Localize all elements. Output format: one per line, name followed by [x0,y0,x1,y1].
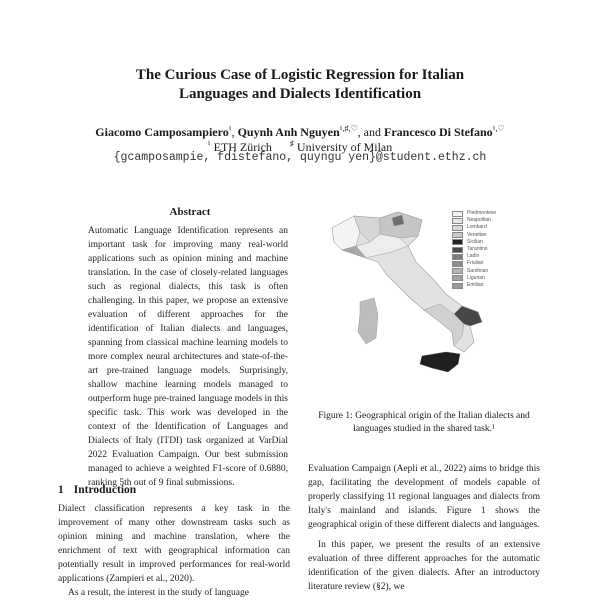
legend-label: Ligurian [467,274,485,281]
map-legend [452,210,496,289]
legend-item [452,210,496,217]
legend-label: Friulian [467,260,484,267]
title-line-2: Languages and Dialects Identification [178,86,422,102]
affil-2-mark: ♯ [289,139,294,148]
right-column-text [308,462,540,594]
legend-swatch [452,261,463,267]
affil-1-mark: ♮ [207,139,211,148]
abstract-heading: Abstract [169,206,211,218]
author-3-marks: ♮,♡ [492,124,505,133]
author-1-marks: ♮ [228,124,232,133]
legend-swatch [452,218,463,224]
legend-label: Lombard [467,224,487,231]
legend-swatch [452,239,463,245]
legend-swatch [452,225,463,231]
legend-label: Sardinian [467,267,489,274]
affil-1: ETH Zürich [213,140,272,154]
legend-swatch [452,283,463,289]
italy-map-svg [314,206,538,406]
legend-swatch [452,211,463,217]
legend-item [452,246,496,253]
legend-item [452,260,496,267]
legend-item [452,217,496,224]
legend-item [452,282,496,289]
legend-item [452,232,496,239]
introduction-text [58,502,290,600]
introduction-title: Introduction [73,484,137,496]
legend-label: Sicilian [467,238,483,245]
title-line-1: The Curious Case of Logistic Regression for Italian [135,67,465,83]
legend-item [452,239,496,246]
legend-swatch [452,254,463,260]
abstract-text: Automatic Language Identification represents an important task for improving many real-world applications such as opinion mining and machine translation. In the case of closely-related languages such as regional dialects, this task is often challenging. In this paper, we propose an extensive evaluation of different approaches for the identification of Italian dialects and languages, spanning from classical machine learning models to more complex neural architectures and state-of-the-art pre-trained language models. Surprisingly, shallow machine learning models managed to outperform huge pre-trained language models in this specific task. This work was developed in the context of the Identification of Languages and Dialects of Italy (ITDI) task organized at VarDial 2022 Evaluation Campaign. Our best submission managed to achieve a weighted F1-score of 0.6880, ranking 5th out of 9 final submissions. [88,226,288,488]
author-3: Francesco Di Stefano [384,125,493,139]
legend-swatch [452,268,463,274]
region-sicilian [420,352,460,372]
affil-2: University of Milan [296,140,393,154]
author-and: and [363,125,381,139]
legend-item [452,253,496,260]
legend-item [452,268,496,275]
legend-swatch [452,232,463,238]
author-1: Giacomo Camposampiero [95,125,229,139]
introduction-heading [58,484,136,496]
author-2-marks: ♮,♯,♡ [339,124,358,133]
paper-title [0,66,600,104]
right-paragraph-1: Evaluation Campaign (Aepli et al., 2022) aims to bridge this gap, facilitating the development of models capable of properly classifying 11 regional languages and dialects from Italy's mainland and islands. Figure 1 shows the geographical origin of these different dialects and languages. [308,464,540,530]
italy-dialect-map [314,206,538,406]
legend-item [452,224,496,231]
legend-item [452,275,496,282]
figure-caption: Figure 1: Geographical origin of the Italian dialects and languages studied in the shared task.¹ [318,411,530,434]
legend-label: Venetian [467,231,487,238]
legend-label: Tarantino [467,246,488,253]
introduction-number: 1 [58,484,64,496]
author-emails: {gcamposampie, fdistefano, quyngu yen}@student.ethz.ch [113,151,487,164]
right-paragraph-2: In this paper, we present the results of an extensive evaluation of three different approaches for the automatic identification of the given dialects. After an introductory literature review (§2), we [308,540,540,592]
legend-label: Emilian [467,282,484,289]
legend-swatch [452,247,463,253]
intro-paragraph-2: As a result, the interest in the study of language [68,588,249,598]
legend-label: Ladin [467,253,480,260]
author-2: Quynh Anh Nguyen [237,125,340,139]
legend-swatch [452,275,463,281]
region-sardinian [358,298,378,344]
author-list: Giacomo Camposampiero♮, Quynh Anh Nguyen♮,♯,♡, and Francesco Di Stefano♮,♡ [95,124,505,139]
intro-paragraph-1: Dialect classification represents a key task in the improvement of many other downstream tasks such as opinion mining and machine translation, where the enrichment of text with geographical information can potentially result in improved performances for real-world applications (Zampieri et al., 2020). [58,504,290,584]
legend-label: Piedmontese [467,210,497,216]
legend-label: Neapolitan [467,217,491,224]
